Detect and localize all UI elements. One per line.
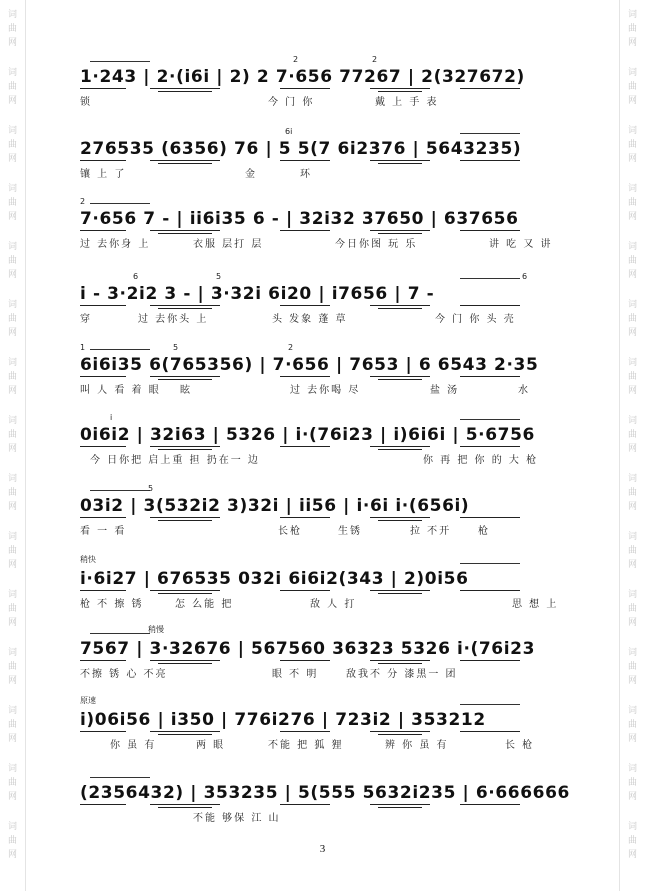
beam-underline	[158, 91, 212, 92]
lyrics-line	[80, 310, 570, 324]
lyrics-line	[80, 235, 570, 249]
lyric-text: 镶 上 了	[80, 169, 127, 180]
lyric-text: 衣服 层打 层	[193, 239, 264, 250]
watermark-char: 曲	[627, 82, 637, 92]
jianpu-notes: 276535 (6356) 76 | 5 5(7 6i2376 | 5643235)	[80, 139, 522, 159]
watermark-char: 词	[627, 590, 637, 600]
watermark-char: 网	[627, 38, 637, 48]
watermark-char: 词	[7, 10, 17, 20]
watermark-char: 网	[627, 618, 637, 628]
watermark-char: 词	[627, 184, 637, 194]
notation-mark: 6	[522, 272, 528, 281]
watermark-char: 词	[627, 648, 637, 658]
notation-line	[80, 425, 570, 447]
watermark-char: 曲	[627, 372, 637, 382]
slur-line	[90, 777, 150, 778]
page-number: 3	[319, 843, 326, 855]
watermark-char: 网	[627, 328, 637, 338]
watermark-char: 网	[7, 618, 17, 628]
beam-underline	[158, 449, 212, 450]
jianpu-notes: i - 3·2i2 3 - | 3·32i 6i20 | i7656 | 7 -	[80, 284, 435, 304]
notation-mark: 2	[80, 197, 86, 206]
beam-underline	[460, 590, 520, 591]
lyric-text: 两 眼	[196, 740, 226, 751]
beam-underline	[80, 804, 126, 805]
watermark-char: 网	[7, 676, 17, 686]
beam-underline	[378, 91, 422, 92]
notation-mark: 2	[288, 343, 294, 352]
watermark-char: 曲	[7, 488, 17, 498]
watermark-char: 网	[627, 792, 637, 802]
watermark-char: 网	[7, 154, 17, 164]
notation-mark: 5	[173, 343, 179, 352]
lyric-text: 枪	[478, 526, 490, 537]
slur-line	[90, 349, 150, 350]
lyrics-line	[80, 522, 570, 536]
beam-underline	[460, 376, 520, 377]
beam-underline	[150, 376, 220, 377]
beam-underline	[158, 520, 212, 521]
watermark-char: 曲	[7, 430, 17, 440]
lyric-text: 辨 你 虽 有	[385, 740, 449, 751]
beam-underline	[460, 230, 520, 231]
jianpu-notes: 7·656 7 - | ii6i35 6 - | 32i32 37650 | 637656	[80, 209, 519, 229]
beam-underline	[280, 88, 330, 89]
watermark-char: 曲	[7, 778, 17, 788]
lyric-text: 不擦 锈 心 不亮	[80, 669, 168, 680]
lyric-text: 你 虽 有	[110, 740, 157, 751]
beam-underline	[370, 517, 430, 518]
lyric-text: 讲 吃 又 讲	[489, 239, 553, 250]
beam-underline	[150, 590, 220, 591]
lyric-text: 叫 人 看 着 眼	[80, 385, 161, 396]
lyric-text: 过 去你喝 尽	[290, 385, 361, 396]
jianpu-notes: i)06i56 | i350 | 776i276 | 723i2 | 353212	[80, 710, 486, 730]
lyrics-line	[80, 665, 570, 679]
watermark-char: 词	[627, 822, 637, 832]
slur-line	[460, 278, 520, 279]
beam-underline	[370, 446, 430, 447]
watermark-char: 曲	[7, 662, 17, 672]
lyric-text: 金	[245, 169, 257, 180]
watermark-char: 词	[7, 822, 17, 832]
lyric-text: 敌 人 打	[310, 599, 357, 610]
slur-line	[90, 490, 150, 491]
lyric-text: 不能 够保 江 山	[193, 813, 281, 824]
beam-underline	[378, 449, 422, 450]
watermark-char: 曲	[627, 314, 637, 324]
lyric-text: 过 去你头 上	[138, 314, 209, 325]
watermark-char: 曲	[627, 488, 637, 498]
notation-line	[80, 139, 570, 161]
lyrics-line	[80, 381, 570, 395]
watermark-char: 网	[7, 850, 17, 860]
beam-underline	[378, 308, 422, 309]
beam-underline	[460, 517, 520, 518]
beam-underline	[370, 731, 430, 732]
beam-underline	[370, 88, 430, 89]
lyric-text: 敌我不 分 漆黑一 团	[346, 669, 458, 680]
beam-underline	[158, 308, 212, 309]
beam-underline	[80, 305, 126, 306]
watermark-char: 词	[7, 590, 17, 600]
watermark-char: 曲	[627, 198, 637, 208]
jianpu-notes: 7567 | 3·32676 | 567560 36323 5326 i·(76i23	[80, 639, 536, 659]
lyric-text: 戴 上 手 表	[375, 97, 439, 108]
watermark-char: 曲	[7, 140, 17, 150]
watermark-char: 网	[7, 560, 17, 570]
jianpu-notes: 1·243 | 2·(i6i | 2) 2 7·656 77267 | 2(327672)	[80, 67, 525, 87]
lyrics-line	[80, 451, 570, 465]
lyric-text: 穿	[80, 314, 92, 325]
beam-underline	[280, 660, 330, 661]
watermark-char: 网	[627, 96, 637, 106]
beam-underline	[80, 517, 126, 518]
beam-underline	[158, 663, 212, 664]
beam-underline	[378, 163, 422, 164]
watermark-char: 词	[7, 474, 17, 484]
watermark-char: 曲	[7, 836, 17, 846]
lyric-text: 怎 么能 把	[175, 599, 234, 610]
watermark-char: 网	[7, 444, 17, 454]
watermark-char: 曲	[7, 720, 17, 730]
lyric-text: 你 再 把 你 的 大 枪	[423, 455, 539, 466]
notation-mark: 5	[216, 272, 222, 281]
jianpu-notes: 03i2 | 3(532i2 3)32i | ii56 | i·6i i·(656i)	[80, 496, 470, 516]
beam-underline	[370, 230, 430, 231]
lyric-text: 环	[300, 169, 312, 180]
watermark-char: 词	[627, 68, 637, 78]
watermark-char: 词	[7, 706, 17, 716]
watermark-char: 网	[7, 502, 17, 512]
watermark-char: 曲	[627, 430, 637, 440]
watermark-char: 曲	[7, 546, 17, 556]
watermark-char: 词	[7, 300, 17, 310]
beam-underline	[378, 734, 422, 735]
watermark-char: 曲	[627, 662, 637, 672]
lyric-text: 长 枪	[505, 740, 535, 751]
watermark-column-left	[0, 0, 26, 891]
lyric-text: 水	[518, 385, 530, 396]
notation-line	[80, 67, 570, 89]
beam-underline	[378, 520, 422, 521]
lyrics-line	[80, 165, 570, 179]
watermark-char: 词	[627, 242, 637, 252]
beam-underline	[80, 731, 126, 732]
watermark-char: 曲	[7, 372, 17, 382]
beam-underline	[280, 590, 330, 591]
jianpu-notes: (2356432) | 353235 | 5(555 5632i235 | 6·666666	[80, 783, 570, 803]
slur-line	[460, 133, 520, 134]
watermark-char: 网	[7, 386, 17, 396]
watermark-char: 词	[7, 126, 17, 136]
lyric-text: 拉 不开	[410, 526, 452, 537]
watermark-char: 曲	[7, 256, 17, 266]
beam-underline	[150, 446, 220, 447]
notation-mark: 1	[80, 343, 86, 352]
watermark-char: 网	[7, 734, 17, 744]
beam-underline	[460, 804, 520, 805]
lyric-text: 今 门 你 头 壳	[435, 314, 516, 325]
beam-underline	[280, 305, 330, 306]
beam-underline	[280, 230, 330, 231]
watermark-char: 词	[7, 764, 17, 774]
watermark-char: 网	[7, 270, 17, 280]
beam-underline	[150, 88, 220, 89]
notation-line	[80, 355, 570, 377]
beam-underline	[460, 305, 520, 306]
lyric-text: 思 想 上	[512, 599, 559, 610]
notation-mark: 稍慢	[148, 625, 164, 634]
beam-underline	[80, 590, 126, 591]
beam-underline	[150, 517, 220, 518]
beam-underline	[280, 804, 330, 805]
watermark-char: 曲	[627, 546, 637, 556]
notation-mark: 原速	[80, 696, 96, 705]
slur-line	[460, 563, 520, 564]
beam-underline	[158, 379, 212, 380]
notation-mark: 稍快	[80, 555, 96, 564]
beam-underline	[158, 807, 212, 808]
jianpu-notes: i·6i27 | 676535 032i 6i6i2(343 | 2)0i56	[80, 569, 469, 589]
beam-underline	[460, 88, 520, 89]
beam-underline	[80, 230, 126, 231]
beam-underline	[370, 376, 430, 377]
beam-underline	[280, 160, 330, 161]
slur-line	[90, 203, 150, 204]
watermark-char: 词	[7, 358, 17, 368]
beam-underline	[80, 160, 126, 161]
lyric-text: 眼 不 明	[272, 669, 319, 680]
beam-underline	[460, 660, 520, 661]
jianpu-notes: 0i6i2 | 32i63 | 5326 | i·(76i23 | i)6i6i | 5·6756	[80, 425, 535, 445]
notation-mark: i	[110, 413, 113, 422]
watermark-char: 网	[627, 560, 637, 570]
beam-underline	[158, 593, 212, 594]
watermark-char: 曲	[627, 604, 637, 614]
beam-underline	[378, 593, 422, 594]
lyric-text: 今 日你把 启上重 担 扔在一 边	[90, 455, 260, 466]
watermark-char: 词	[627, 706, 637, 716]
beam-underline	[80, 88, 126, 89]
beam-underline	[280, 731, 330, 732]
watermark-char: 曲	[7, 604, 17, 614]
lyric-text: 今 门 你	[268, 97, 315, 108]
watermark-char: 词	[627, 10, 637, 20]
watermark-char: 网	[627, 386, 637, 396]
beam-underline	[150, 160, 220, 161]
watermark-char: 网	[7, 328, 17, 338]
notation-mark: 2	[293, 55, 299, 64]
lyric-text: 锁	[80, 97, 92, 108]
beam-underline	[80, 446, 126, 447]
watermark-column-right	[619, 0, 645, 891]
beam-underline	[280, 376, 330, 377]
lyrics-line	[80, 93, 570, 107]
watermark-char: 曲	[627, 720, 637, 730]
watermark-char: 曲	[7, 198, 17, 208]
notation-line	[80, 639, 570, 661]
watermark-char: 网	[627, 270, 637, 280]
notation-line	[80, 783, 570, 805]
lyric-text: 头 发象 蓬 草	[272, 314, 348, 325]
slur-line	[460, 704, 520, 705]
beam-underline	[280, 446, 330, 447]
watermark-char: 词	[7, 184, 17, 194]
beam-underline	[460, 731, 520, 732]
lyrics-line	[80, 736, 570, 750]
beam-underline	[378, 379, 422, 380]
watermark-char: 词	[627, 358, 637, 368]
notation-line	[80, 496, 570, 518]
slur-line	[460, 419, 520, 420]
lyric-text: 眩	[180, 385, 192, 396]
notation-line	[80, 569, 570, 591]
beam-underline	[370, 660, 430, 661]
beam-underline	[80, 376, 126, 377]
watermark-char: 曲	[627, 778, 637, 788]
watermark-char: 词	[627, 764, 637, 774]
watermark-char: 网	[627, 154, 637, 164]
beam-underline	[378, 807, 422, 808]
watermark-char: 网	[7, 792, 17, 802]
beam-underline	[150, 660, 220, 661]
watermark-char: 词	[627, 416, 637, 426]
notation-line	[80, 710, 570, 732]
beam-underline	[378, 663, 422, 664]
watermark-char: 曲	[7, 82, 17, 92]
watermark-char: 曲	[7, 314, 17, 324]
watermark-char: 词	[7, 68, 17, 78]
lyric-text: 看 一 看	[80, 526, 127, 537]
lyrics-line	[80, 809, 570, 823]
beam-underline	[158, 734, 212, 735]
watermark-char: 网	[627, 734, 637, 744]
watermark-char: 曲	[7, 24, 17, 34]
beam-underline	[150, 804, 220, 805]
beam-underline	[80, 660, 126, 661]
notation-line	[80, 209, 570, 231]
beam-underline	[150, 731, 220, 732]
beam-underline	[158, 163, 212, 164]
watermark-char: 网	[627, 502, 637, 512]
slur-line	[90, 61, 150, 62]
watermark-char: 网	[7, 96, 17, 106]
notation-line	[80, 284, 570, 306]
lyric-text: 不能 把 狐 狸	[268, 740, 344, 751]
watermark-char: 网	[7, 38, 17, 48]
watermark-char: 词	[7, 416, 17, 426]
watermark-char: 曲	[627, 140, 637, 150]
beam-underline	[150, 305, 220, 306]
lyric-text: 生锈	[338, 526, 362, 537]
beam-underline	[370, 305, 430, 306]
beam-underline	[378, 233, 422, 234]
jianpu-notes: 6i6i35 6(765356) | 7·656 | 7653 | 6 6543 2·35	[80, 355, 539, 375]
lyric-text: 盐 汤	[430, 385, 460, 396]
notation-mark: 6	[133, 272, 139, 281]
lyric-text: 长枪	[278, 526, 302, 537]
watermark-char: 网	[7, 212, 17, 222]
lyric-text: 枪 不 擦 锈	[80, 599, 144, 610]
watermark-char: 网	[627, 676, 637, 686]
notation-mark: 2	[372, 55, 378, 64]
beam-underline	[370, 590, 430, 591]
watermark-char: 曲	[627, 24, 637, 34]
lyrics-line	[80, 595, 570, 609]
notation-mark: 6i	[285, 127, 293, 136]
watermark-char: 词	[627, 300, 637, 310]
watermark-char: 词	[627, 474, 637, 484]
watermark-char: 词	[627, 532, 637, 542]
lyric-text: 今日你图 玩 乐	[335, 239, 418, 250]
watermark-char: 词	[627, 126, 637, 136]
beam-underline	[370, 804, 430, 805]
slur-line	[90, 633, 150, 634]
beam-underline	[158, 233, 212, 234]
beam-underline	[370, 160, 430, 161]
watermark-char: 曲	[627, 256, 637, 266]
lyric-text: 过 去你身 上	[80, 239, 151, 250]
watermark-char: 词	[7, 532, 17, 542]
watermark-char: 网	[627, 444, 637, 454]
watermark-char: 网	[627, 850, 637, 860]
watermark-char: 词	[7, 242, 17, 252]
beam-underline	[150, 230, 220, 231]
watermark-char: 词	[7, 648, 17, 658]
beam-underline	[280, 517, 330, 518]
notation-mark: 5	[148, 484, 154, 493]
watermark-char: 网	[627, 212, 637, 222]
beam-underline	[460, 446, 520, 447]
watermark-char: 曲	[627, 836, 637, 846]
beam-underline	[460, 160, 520, 161]
